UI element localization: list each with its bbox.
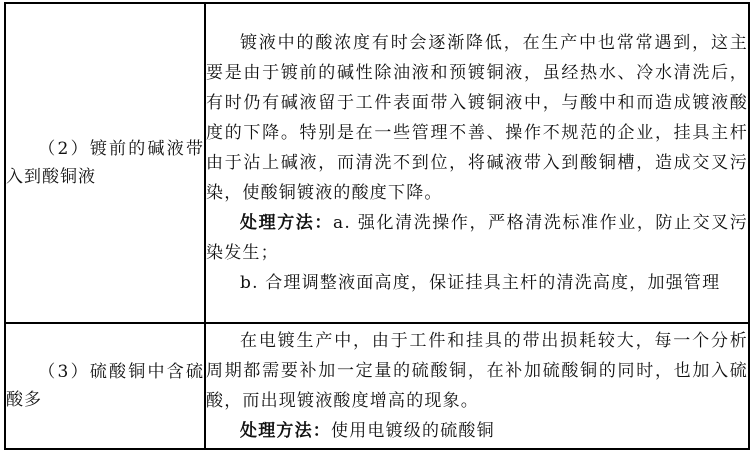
method-label: 处理方法： [240,421,331,441]
cause-text: （3）硫酸铜中含硫酸多 [6,362,204,410]
cause-cell [5,323,205,449]
method-a-text: 使用电镀级的硫酸铜 [331,421,495,441]
method-paragraph [206,416,748,446]
method-label: 处理方法： [240,213,333,233]
method-a-text: a. 强化清洗操作，严格清洗标准作业，防止交叉污染发生； [206,213,749,263]
description-cell [205,3,749,323]
cause-text: （2）镀前的碱液带入到酸铜液 [6,139,204,187]
description-text: 镀液中的酸浓度有时会逐渐降低，在生产中也常常遇到，这主要是由于镀前的碱性除油液和预镀铜液，虽经热水、冷水清洗后，有时仍有碱液留于工件表面带入镀铜液中，与酸中和而造成镀液酸度的下降。特别是在一些管理不善、操作不规范的企业，挂具主杆由于沾上碱液，而清洗不到位，将碱液带入到酸铜槽，造成交叉污染，使酸铜镀液的酸度下降。 [206,33,748,203]
cause-cell [5,3,205,323]
table-row [5,3,749,323]
description-cell [205,323,749,449]
table-row [5,323,749,449]
method-b-text: b. 合理调整液面高度，保证挂具主杆的清洗高度，加强管理 [240,273,721,293]
description-text: 在电镀生产中，由于工件和挂具的带出损耗较大，每一个分析周期都需要补加一定量的硫酸铜，在补加硫酸铜的同时，也加入硫酸，而出现镀液酸度增高的现象。 [206,331,748,411]
troubleshooting-table [4,2,750,450]
method-paragraph [206,208,748,268]
